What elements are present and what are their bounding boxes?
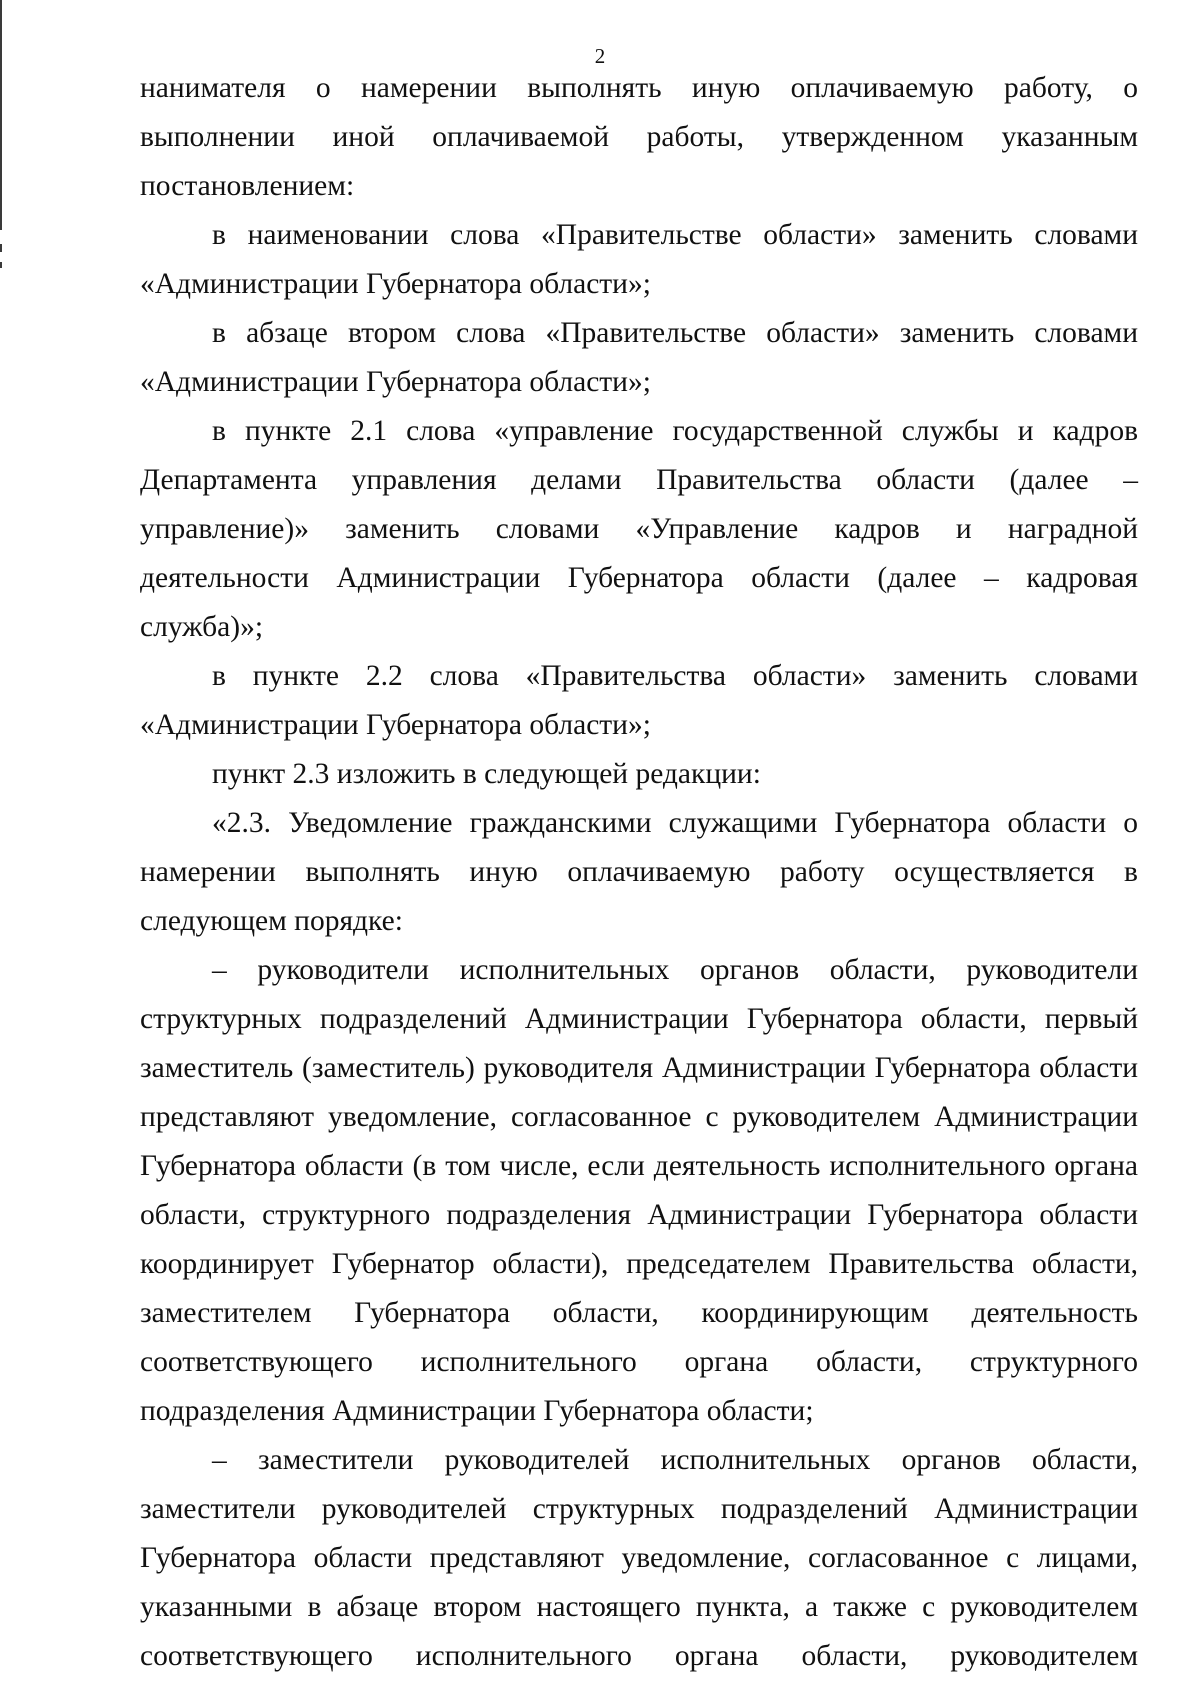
scan-edge-mark: [0, 0, 2, 230]
paragraph-naimenovanie: в наименовании слова «Правительстве области» заменить словами «Администрации Губернатора области»;: [140, 219, 1138, 300]
scan-edge-mark: [0, 244, 2, 252]
document-body: [140, 64, 1138, 1681]
paragraph-punkt-2-2: в пункте 2.2 слова «Правительства области» заменить словами «Администрации Губернатора области»;: [140, 660, 1138, 741]
paragraph-punkt-2-3-text: «2.3. Уведомление гражданскими служащими Губернатора области о намерении выполнять иную оплачиваемую работу осуществляется в следующем порядке:: [140, 807, 1138, 937]
paragraph-punkt-2-3-intro: пункт 2.3 изложить в следующей редакции:: [212, 758, 761, 790]
paragraph-dash-2: – заместители руководителей исполнительных органов области, заместители руководителей структурных подразделений Администрации Губернатора области представляют уведомление, согласованное с лицами, указанными в абзаце втором настоящего пункта, а также с руководителем соответствующего исполнительного органа области, руководителем: [140, 1444, 1138, 1672]
scan-edge-mark: [0, 262, 2, 268]
paragraph-dash-1: – руководители исполнительных органов области, руководители структурных подразделений Администрации Губернатора области, первый заместитель (заместитель) руководителя Администрации Губернатора области представляют уведомление, согласованное с руководителем Администрации Губернатора области (в том числе, если деятельность исполнительного органа области, структурного подразделения Администрации Губернатора области координирует Губернатор области), председателем Правительства области, заместителем Губернатора области, координирующим деятельность соответствующего исполнительного органа области, структурного подразделения Администрации Губернатора области;: [140, 954, 1138, 1427]
paragraph-punkt-2-1: в пункте 2.1 слова «управление государственной службы и кадров Департамента управления делами Правительства области (далее – управление)» заменить словами «Управление кадров и наградной деятельности Администрации Губернатора области (далее – кадровая служба)»;: [140, 415, 1138, 643]
paragraph-intro: нанимателя о намерении выполнять иную оплачиваемую работу, о выполнении иной оплачиваемой работы, утвержденном указанным постановлением:: [140, 72, 1138, 202]
paragraph-abzac-vtoroy: в абзаце втором слова «Правительстве области» заменить словами «Администрации Губернатора области»;: [140, 317, 1138, 398]
page-number: 2: [594, 44, 606, 68]
